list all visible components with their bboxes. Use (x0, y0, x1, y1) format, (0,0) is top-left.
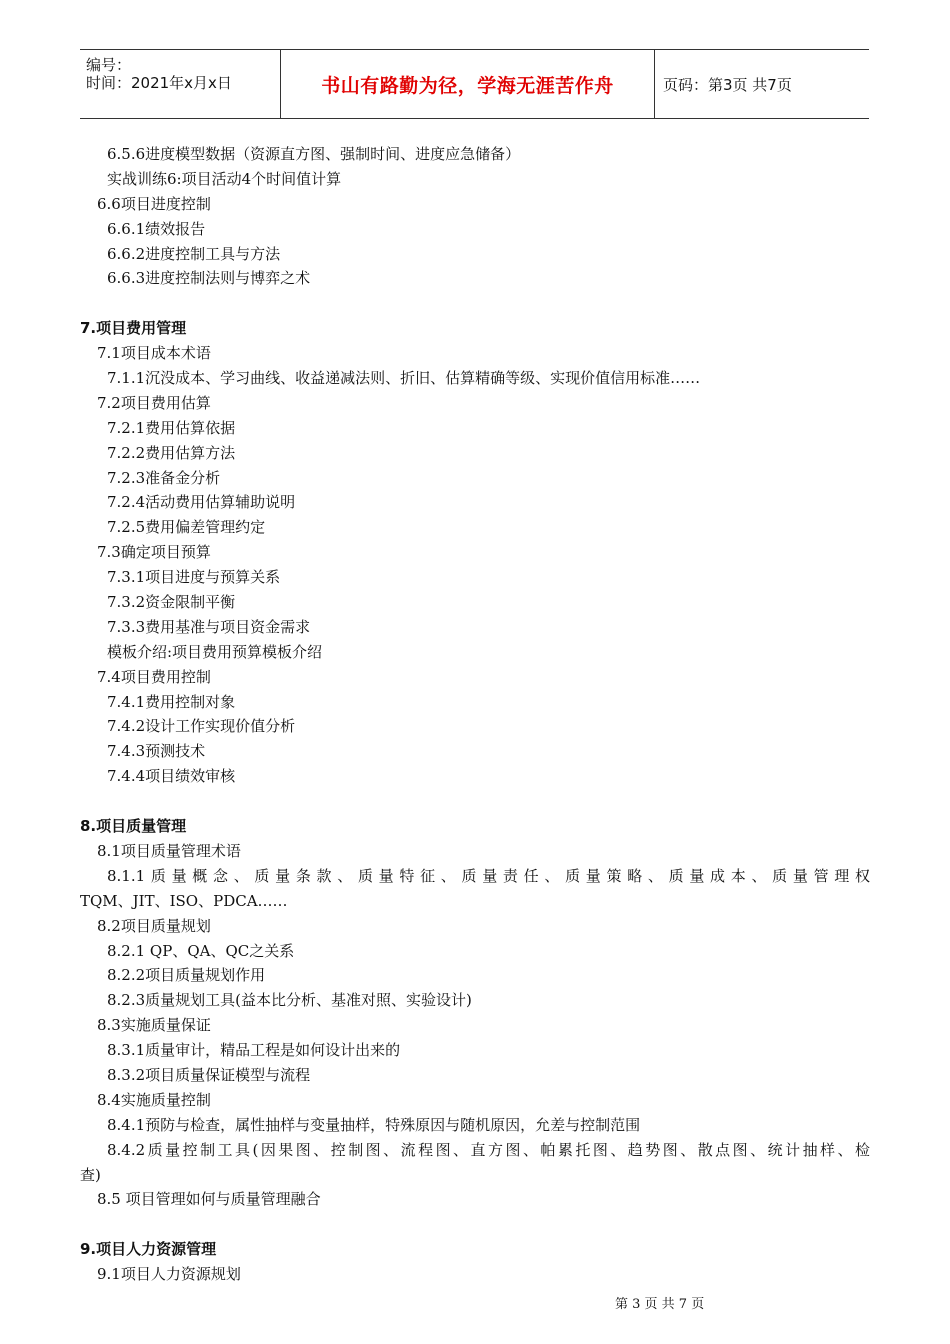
time-label: 时间：2021年x月x日 (86, 74, 232, 92)
subsection-item: 8.4.1预防与检查，属性抽样与变量抽样，特殊原因与随机原因，允差与控制范围 (107, 1115, 641, 1134)
subsection-item: 7.3.1项目进度与预算关系 (107, 568, 281, 587)
chapter-heading: 9.项目人力资源管理 (80, 1240, 217, 1259)
subsection-item: 7.3.2资金限制平衡 (107, 593, 236, 612)
motto-cell (281, 50, 655, 118)
subsection-item: 7.2.4活动费用估算辅助说明 (107, 493, 296, 512)
subsection-item: 8.4.2质量控制工具(因果图、控制图、流程图、直方图、帕累托图、趋势图、散点图、统计抽样、检 (107, 1140, 870, 1159)
section-heading: 7.3确定项目预算 (97, 543, 211, 562)
subsection-continuation: TQM、JIT、ISO、PDCA…… (80, 891, 288, 910)
subsection-item: 7.4.2设计工作实现价值分析 (107, 717, 296, 736)
footer-page-number: 第 3 页 共 7 页 (615, 1297, 705, 1312)
section-gap (80, 291, 870, 316)
subsection-item: 7.2.2费用估算方法 (107, 443, 236, 462)
subsection-item: 7.2.3准备金分析 (107, 468, 221, 487)
subsection-continuation: 查) (80, 1165, 101, 1184)
page-code: 页码：第3页 共7页 (663, 75, 792, 94)
subsection-item: 8.2.1 QP、QA、QC之关系 (107, 941, 295, 960)
page-code-cell (655, 50, 869, 118)
subsection-item: 8.2.3质量规划工具(益本比分析、基准对照、实验设计) (107, 991, 472, 1010)
subsection-item: 7.4.3预测技术 (107, 742, 206, 761)
section-heading: 8.1项目质量管理术语 (97, 841, 241, 860)
header-info-cell (80, 50, 281, 118)
section-heading: 8.4实施质量控制 (97, 1090, 211, 1109)
header-table (80, 49, 869, 119)
section-heading: 8.5 项目管理如何与质量管理融合 (97, 1190, 321, 1209)
subsection-item: 8.2.2项目质量规划作用 (107, 966, 266, 985)
section-heading: 7.4项目费用控制 (97, 667, 211, 686)
motto-text: 书山有路勤为径，学海无涯苦作舟 (321, 74, 614, 97)
subsection-item: 6.6.1绩效报告 (107, 219, 206, 238)
subsection-item: 7.2.1费用估算依据 (107, 418, 236, 437)
subsection-item: 7.1.1沉没成本、学习曲线、收益递减法则、折旧、估算精确等级、实现价值信用标准…… (107, 369, 701, 388)
section-gap (80, 789, 870, 814)
subsection-item: 7.4.1费用控制对象 (107, 692, 236, 711)
section-gap (80, 1212, 870, 1237)
section-heading: 6.6项目进度控制 (97, 194, 211, 213)
outline-content (80, 142, 870, 1287)
subsection-item: 模板介绍:项目费用预算模板介绍 (107, 642, 323, 661)
subsection-item: 8.3.1质量审计，精品工程是如何设计出来的 (107, 1041, 401, 1060)
subsection-item: 8.3.2项目质量保证模型与流程 (107, 1065, 311, 1084)
section-heading: 7.1项目成本术语 (97, 344, 211, 363)
subsection-item: 6.6.3进度控制法则与博弈之术 (107, 269, 311, 288)
subsection-item: 7.2.5费用偏差管理约定 (107, 518, 266, 537)
section-heading: 9.1项目人力资源规划 (97, 1265, 241, 1284)
chapter-heading: 7.项目费用管理 (80, 319, 187, 338)
section-heading: 8.3实施质量保证 (97, 1016, 211, 1035)
subsection-item: 6.5.6进度模型数据（资源直方图、强制时间、进度应急储备） (107, 145, 521, 163)
subsection-item: 7.3.3费用基准与项目资金需求 (107, 617, 311, 636)
subsection-item: 7.4.4项目绩效审核 (107, 767, 236, 786)
section-heading: 8.2项目质量规划 (97, 916, 211, 935)
subsection-item: 6.6.2进度控制工具与方法 (107, 244, 281, 263)
subsection-item: 实战训练6:项目活动4个时间值计算 (107, 169, 342, 188)
subsection-item: 8.1.1质量概念、质量条款、质量特征、质量责任、质量策略、质量成本、质量管理权 (107, 866, 870, 885)
number-label: 编号： (86, 56, 132, 74)
section-heading: 7.2项目费用估算 (97, 393, 211, 412)
chapter-heading: 8.项目质量管理 (80, 817, 187, 836)
